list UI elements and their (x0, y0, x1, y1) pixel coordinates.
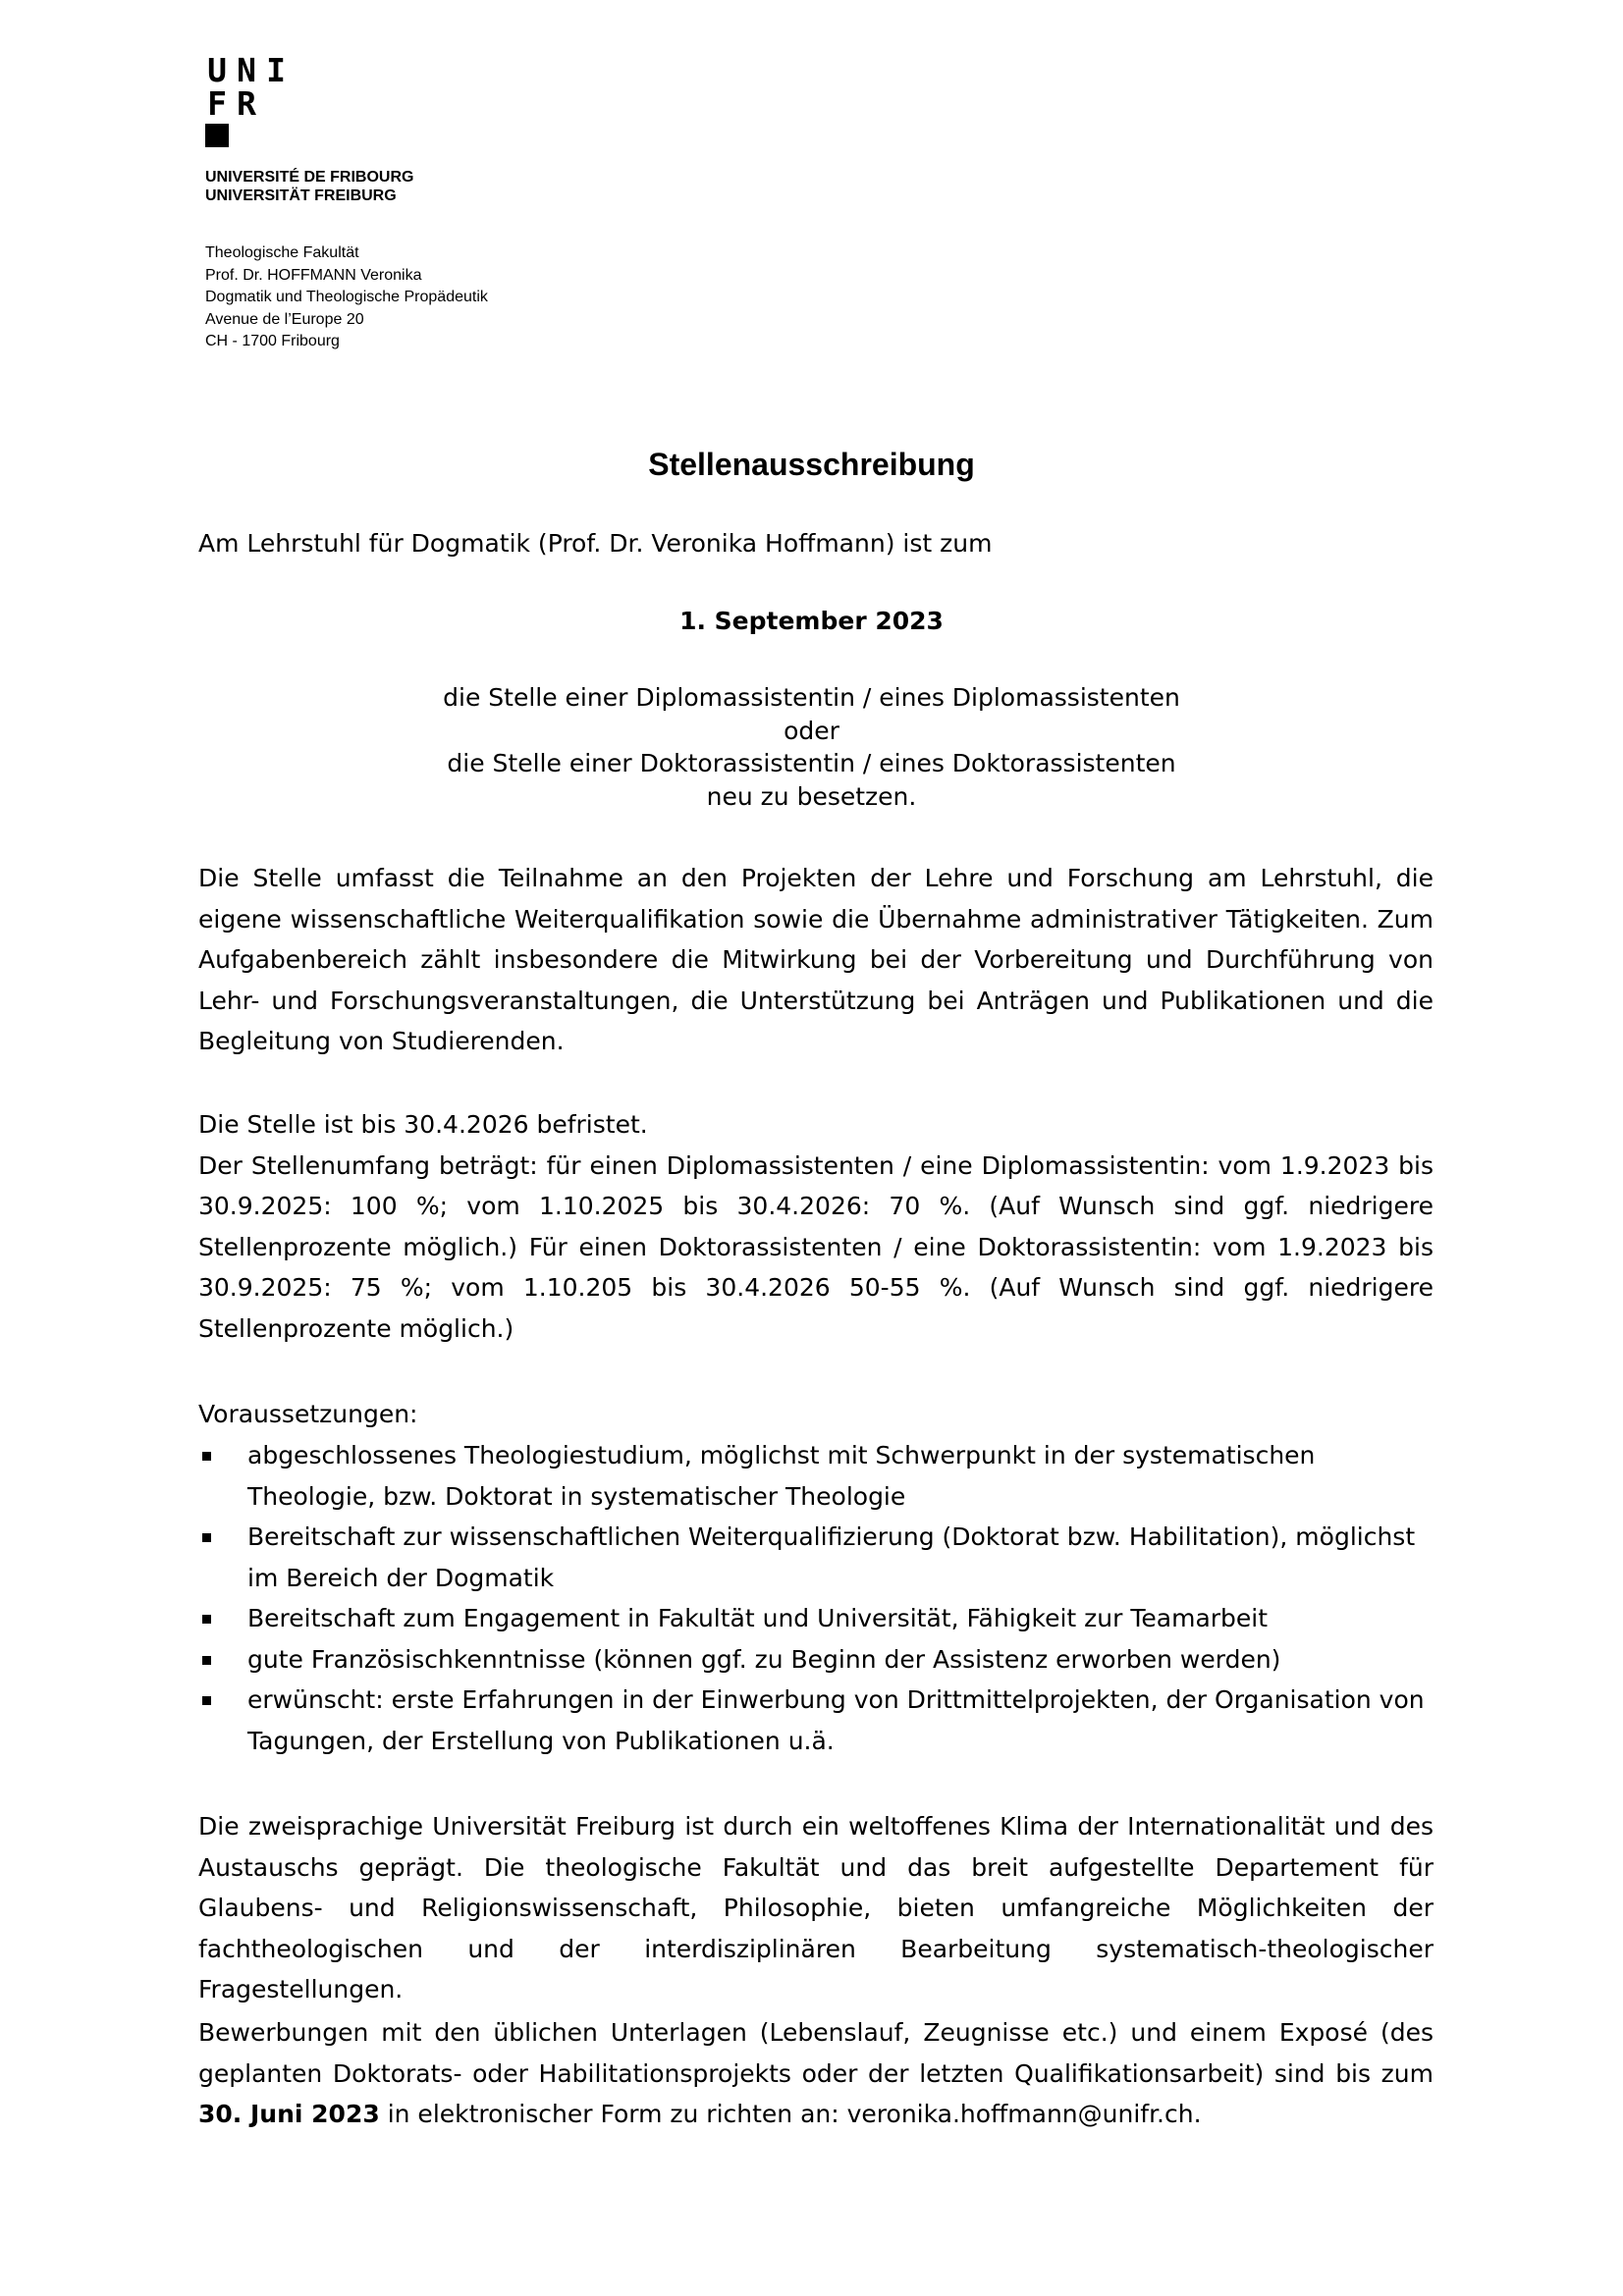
terms-paragraph (198, 1104, 1434, 1349)
position-line: neu zu besetzen. (706, 781, 917, 811)
requirements-heading: Voraussetzungen: (198, 1400, 418, 1428)
document-title: Stellenausschreibung (648, 447, 975, 482)
scope-text: Der Stellenumfang beträgt: für einen Diplomassistenten / eine Diplomassistentin: vom 1.9.2023 bis 30.9.2025: 100 %; vom 1.10.2025 bis 30.4.2026: 70 %. (Auf Wunsch sind ggf. niedrigere Stellenprozente möglich.) Für einen Doktorassistenten / eine Doktorassistentin: vom 1.9.2023 bis 30.9.2025: 75 %; vom 1.10.205 bis 30.4.2026 50-55 %. (Auf Wunsch sind ggf. niedrigere Stellenprozente möglich.) (198, 1150, 1434, 1343)
logo-square-icon (205, 124, 229, 147)
application-paragraph (198, 2012, 1434, 2135)
bullet-icon (202, 1452, 211, 1461)
logo-row-uni (205, 51, 288, 89)
term-text: Die Stelle ist bis 30.4.2026 befristet. (198, 1110, 648, 1139)
logo-letter: R (237, 84, 256, 123)
requirement-text: gute Französischkenntnisse (können ggf. zu Beginn der Assistenz erworben werden) (247, 1644, 1281, 1674)
list-item (198, 1639, 1434, 1681)
list-item (198, 1598, 1434, 1639)
list-item (198, 1517, 1434, 1598)
university-paragraph (198, 1806, 1434, 2010)
application-deadline: 30. Juni 2023 (198, 2100, 380, 2128)
position-line: die Stelle einer Doktorassistentin / eines Doktorassistenten (447, 749, 1176, 777)
university-name-fr: UNIVERSITÉ DE FRIBOURG (205, 169, 414, 186)
list-item (198, 1680, 1434, 1761)
sender-address (205, 242, 488, 353)
bullet-icon (202, 1615, 211, 1624)
requirement-text: erwünscht: erste Erfahrungen in der Einwerbung von Drittmittelprojekten, der Organisation von Tagungen, der Erstellung von Publikationen u.ä. (247, 1685, 1425, 1755)
requirement-text: Bereitschaft zur wissenschaftlichen Weiterqualifizierung (Doktorat bzw. Habilitation), möglichst im Bereich der Dogmatik (247, 1522, 1416, 1592)
position-line: die Stelle einer Diplomassistentin / eines Diplomassistenten (443, 683, 1180, 712)
university-name (205, 168, 413, 205)
application-text (198, 2012, 1434, 2135)
logo-letter: F (207, 84, 227, 123)
address-line: Theologische Fakultät (205, 244, 359, 261)
list-item (198, 1435, 1434, 1517)
university-text: Die zweisprachige Universität Freiburg ist durch ein weltoffenes Klima der Internationalität und des Austauschs geprägt. Die theologische Fakultät und das breit aufgestellte Departement für Glaubens- und Religionswissenschaft, Philosophie, bieten umfangreiche Möglichkeiten der fachtheologischen und der interdisziplinären Bearbeitung systematisch-theologischer Fragestellungen. (198, 1812, 1434, 2003)
address-line: CH - 1700 Fribourg (205, 333, 340, 349)
university-name-de: UNIVERSITÄT FREIBURG (205, 187, 397, 204)
address-line: Avenue de l’Europe 20 (205, 310, 364, 328)
address-line: Dogmatik und Theologische Propädeutik (205, 289, 488, 305)
description-text: Die Stelle umfasst die Teilnahme an den Projekten der Lehre und Forschung am Lehrstuhl, die eigene wissenschaftliche Weiterqualifikation sowie die Übernahme administrativer Tätigkeiten. Zum Aufgabenbereich zählt insbesondere die Mitwirkung bei der Vorbereitung und Durchführung von Lehr- und Forschungsveranstaltungen, die Unterstützung bei Anträgen und Publikationen und die Begleitung von Studierenden. (198, 864, 1434, 1055)
intro-text: Am Lehrstuhl für Dogmatik (Prof. Dr. Veronika Hoffmann) ist zum (198, 529, 993, 558)
positions-block (0, 681, 1623, 813)
bullet-icon (202, 1656, 211, 1665)
requirements-list (198, 1435, 1434, 1761)
requirement-text: abgeschlossenes Theologiestudium, möglichst mit Schwerpunkt in der systematischen Theologie, bzw. Doktorat in systematischer Theologie (247, 1441, 1316, 1511)
logo-letter: I (266, 51, 286, 89)
logo-letter: U (207, 51, 227, 89)
requirement-text: Bereitschaft zum Engagement in Fakultät und Universität, Fähigkeit zur Teamarbeit (247, 1604, 1269, 1632)
bullet-icon (202, 1696, 211, 1705)
address-line: Prof. Dr. HOFFMANN Veronika (205, 266, 422, 284)
university-logo (205, 51, 288, 147)
application-text-before: Bewerbungen mit den üblichen Unterlagen (Lebenslauf, Zeugnisse etc.) und einem Exposé (des geplanten Doktorats- oder Habilitationsprojekts oder der letzten Qualifikationsarbeit) sind bis zum (198, 2018, 1434, 2088)
application-text-after: in elektronischer Form zu richten an: veronika.hoffmann@unifr.ch. (379, 2100, 1202, 2128)
start-date: 1. September 2023 (679, 607, 944, 635)
logo-letter: N (237, 51, 256, 89)
logo-row-fr (205, 84, 288, 123)
bullet-icon (202, 1533, 211, 1542)
description-paragraph (198, 858, 1434, 1062)
position-line: oder (784, 716, 839, 745)
